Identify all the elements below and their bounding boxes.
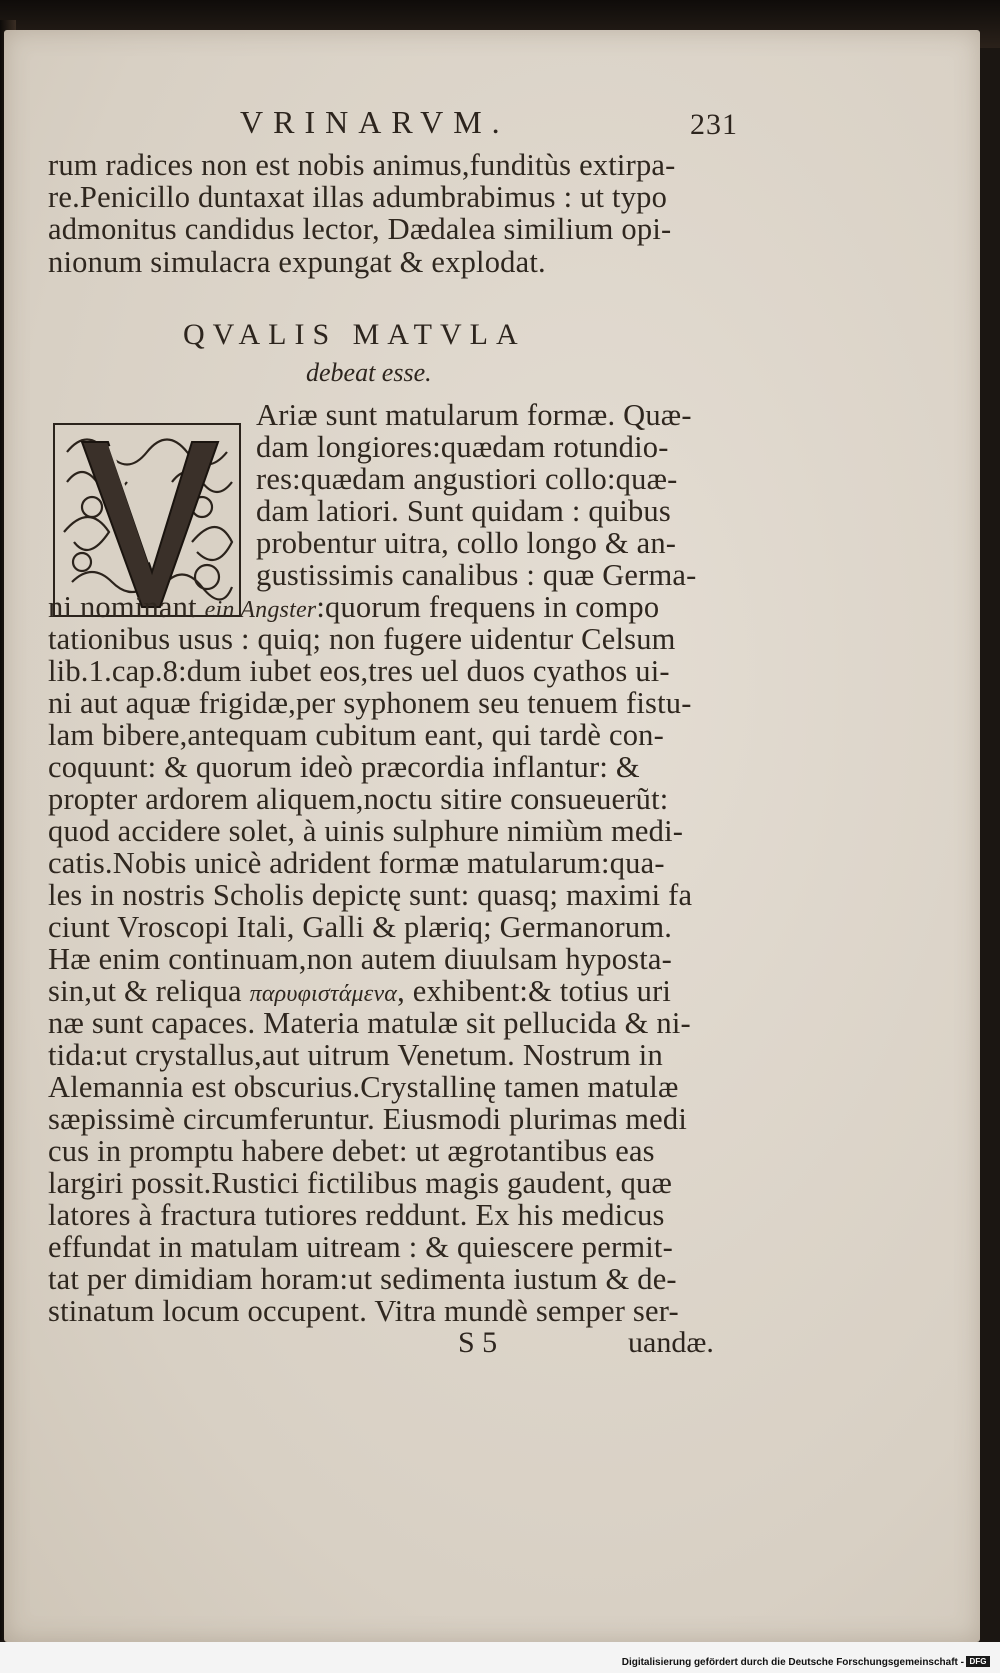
text-line: tat per dimidiam horam:ut sedimenta iustum & de-	[48, 1262, 677, 1296]
text-line: lib.1.cap.8:dum iubet eos,tres uel duos cyathos ui-	[48, 654, 670, 688]
section-title: QVALIS MATVLA	[183, 318, 526, 351]
text-run: , exhibent:& totius uri	[397, 974, 672, 1008]
text-line: quod accidere solet, à uinis sulphure nimiùm medi-	[48, 814, 684, 848]
german-term: ein Angster	[204, 597, 317, 623]
funding-credit: Digitalisierung gefördert durch die Deutsche Forschungsgemeinschaft -	[621, 1657, 964, 1668]
greek-term: παρυφιστάμενα	[249, 981, 398, 1007]
text-line: latores à fractura tutiores reddunt. Ex his medicus	[48, 1198, 665, 1232]
text-line: coquunt: & quorum ideò præcordia inflantur: &	[48, 750, 640, 784]
text-run: sin,ut & reliqua	[48, 974, 250, 1008]
text-line: les in nostris Scholis depictę sunt: quasq; maximi fa	[48, 878, 693, 912]
text-line: sæpissimè circumferuntur. Eiusmodi plurimas medi	[48, 1102, 688, 1136]
running-title: VRINARVM.	[240, 104, 510, 140]
text-line: re.Penicillo duntaxat illas adumbrabimus : ut typo	[48, 180, 668, 214]
text-line: ni aut aquæ frigidæ,per syphonem seu tenuem fistu-	[48, 686, 692, 720]
text-line: ciunt Vroscopi Itali, Galli & plæriq; Germanorum.	[48, 910, 673, 944]
text-line: tida:ut crystallus,aut uitrum Venetum. Nostrum in	[48, 1038, 663, 1072]
text-line: rum radices non est nobis animus,funditùs extirpa-	[48, 148, 676, 182]
text-line: tationibus usus : quiq; non fugere uidentur Celsum	[48, 622, 676, 656]
decorated-initial-v-icon	[52, 422, 242, 618]
text-line: gustissimis canalibus : quæ Germa-	[256, 558, 697, 592]
text-run: :quorum frequens in compo	[316, 590, 660, 624]
page-number: 231	[690, 108, 738, 141]
catchword: uandæ.	[628, 1326, 714, 1359]
text-line: nionum simulacra expungat & explodat.	[48, 245, 546, 279]
text-line: Alemannia est obscurius.Crystallinę tamen matulæ	[48, 1070, 679, 1104]
text-line: dam latiori. Sunt quidam : quibus	[256, 494, 671, 528]
text-line: res:quædam angustiori collo:quæ-	[256, 462, 678, 496]
text-line: propter ardorem aliquem,noctu sitire consueuerũt:	[48, 782, 669, 816]
signature-mark: S 5	[458, 1326, 498, 1359]
text-line: catis.Nobis unicè adrident formæ matularum:qua-	[48, 846, 665, 880]
text-line: næ sunt capaces. Materia matulæ sit pellucida & ni-	[48, 1006, 691, 1040]
text-line: lam bibere,antequam cubitum eant, qui tardè con-	[48, 718, 664, 752]
text-line	[48, 974, 671, 1009]
text-line: largiri possit.Rustici fictilibus magis gaudent, quæ	[48, 1166, 673, 1200]
text-line: stinatum locum occupent. Vitra mundè semper ser-	[48, 1294, 679, 1328]
text-line: dam longiores:quædam rotundio-	[256, 430, 669, 464]
text-line: probentur uitra, collo longo & an-	[256, 526, 677, 560]
section-subtitle: debeat esse.	[306, 358, 432, 387]
text-line: effundat in matulam uitream : & quiescere permit-	[48, 1230, 673, 1264]
text-line: Ariæ sunt matularum formæ. Quæ-	[256, 398, 692, 432]
text-line: cus in promptu habere debet: ut ægrotantibus eas	[48, 1134, 655, 1168]
text-line: admonitus candidus lector, Dædalea similium opi-	[48, 212, 672, 246]
text-line	[48, 590, 659, 625]
text-run: ni nominant	[48, 590, 205, 624]
text-line: Hæ enim continuam,non autem diuulsam hyposta-	[48, 942, 672, 976]
dfg-logo-icon: DFG	[966, 1656, 990, 1667]
